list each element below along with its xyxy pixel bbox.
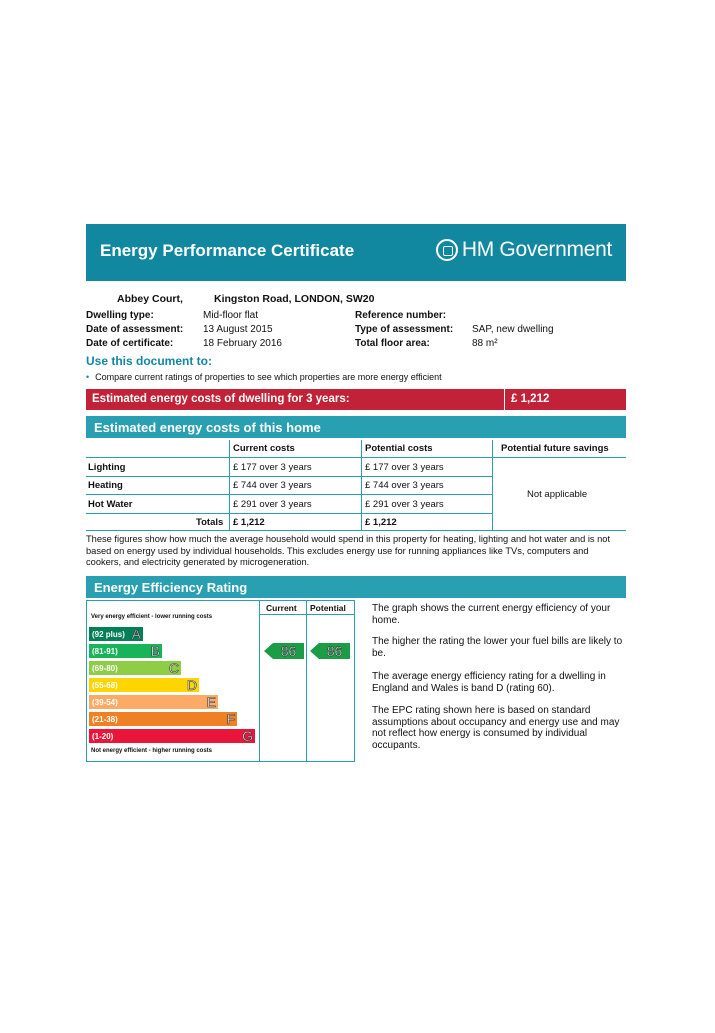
crest-icon [436,239,458,261]
reference-label: Reference number: [355,310,447,321]
savings-value: Not applicable [527,489,588,500]
row-lighting-potential: £ 177 over 3 years [365,462,444,473]
dwelling-type-label: Dwelling type: [86,310,154,321]
band-c: (69-80) C [89,661,181,675]
certificate-date-value: 18 February 2016 [203,338,282,349]
floor-area-label: Total floor area: [355,338,430,349]
total-current: £ 1,212 [233,517,265,528]
band-d: (55-68) D [89,678,199,692]
certificate-date-label: Date of certificate: [86,338,174,349]
assessment-type-label: Type of assessment: [355,324,454,335]
rating-section-title: Energy Efficiency Rating [86,576,626,598]
rating-text-2: The higher the rating the lower your fuel bills are likely to be. [372,636,623,659]
gov-label: HM Government [461,238,612,261]
use-title: Use this document to: [86,354,213,368]
band-b: (81-91) B [89,644,162,658]
total-potential: £ 1,212 [365,517,397,528]
floor-area-value: 88 m² [472,338,498,349]
address-line2: Kingston Road, LONDON, SW20 [214,293,375,305]
row-heating-current: £ 744 over 3 years [233,480,312,491]
address-line1: Abbey Court, [117,293,183,305]
band-g: (1-20) G [89,729,255,743]
row-lighting-current: £ 177 over 3 years [233,462,312,473]
row-hotwater-potential: £ 291 over 3 years [365,499,444,510]
use-bullet [86,372,442,382]
row-hotwater-current: £ 291 over 3 years [233,499,312,510]
bullet-icon: • [86,372,90,382]
assessment-date-value: 13 August 2015 [203,324,273,335]
costs-table [86,440,626,530]
estimated-costs-label: Estimated energy costs of dwelling for 3 years: [92,393,350,405]
use-bullet-text: Compare current ratings of properties to see which properties are more energy efficient [95,372,442,382]
band-f: (21-38) F [89,712,237,726]
band-e: (39-54) E [89,695,218,709]
totals-label: Totals [196,517,224,528]
header-current: Current costs [233,443,295,454]
costs-explanation: These figures show how much the average household would spend in this property for heating, lighting and hot water and is not based on energy used by individual households. This excludes energy use for running appliances like TVs, computers and cookers, and electricity generated by microgeneration. [86,534,611,567]
hm-government-logo [436,238,612,262]
rating-text-3: The average energy efficiency rating for a dwelling in England and Wales is band D (rating 60). [372,671,606,694]
bottom-note: Not energy efficient - higher running costs [91,748,213,754]
row-hotwater-label: Hot Water [88,499,133,510]
col-potential: Potential [310,603,346,613]
dwelling-type-value: Mid-floor flat [203,310,259,321]
row-heating-potential: £ 744 over 3 years [365,480,444,491]
rating-text-4: The EPC rating shown here is based on standard assumptions about occupancy and energy use and may not reflect how energy is consumed by individual occupants. [372,705,620,751]
efficiency-rating-chart: Current Potential Very energy efficient - lower running costs Not energy efficient - higher running costs (92 plus) A (81-91) B (69-80) C (55-68) D (39-54) E (21-38) F (1-20) G 86 86 [86,600,356,762]
top-note: Very energy efficient - lower running costs [91,614,213,620]
row-lighting-label: Lighting [88,462,126,473]
assessment-date-label: Date of assessment: [86,324,184,335]
costs-section-title: Estimated energy costs of this home [86,416,626,438]
estimated-costs-value: £ 1,212 [511,393,550,405]
assessment-type-value: SAP, new dwelling [472,324,554,335]
header-savings: Potential future savings [501,443,609,454]
band-a: (92 plus) A [89,627,143,641]
rating-text-1: The graph shows the current energy efficiency of your home. [372,603,611,626]
header-potential: Potential costs [365,443,433,454]
row-heating-label: Heating [88,480,123,491]
col-current: Current [266,603,297,613]
page-title: Energy Performance Certificate [100,241,355,260]
estimated-costs-bar [86,389,626,410]
header-banner [86,224,626,281]
